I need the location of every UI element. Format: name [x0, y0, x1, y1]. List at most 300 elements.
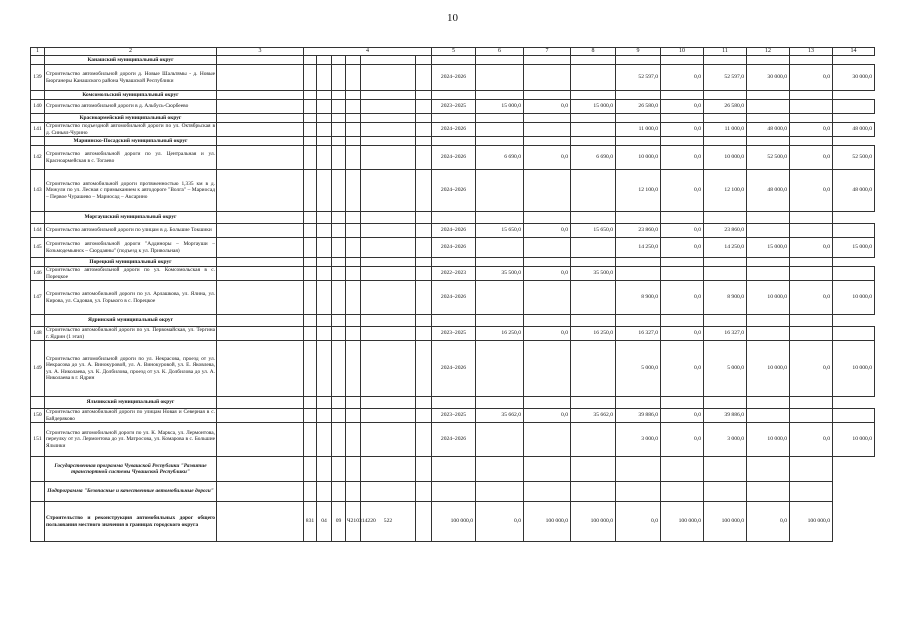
value-c12	[747, 100, 790, 114]
empty-cell	[332, 409, 346, 423]
empty-cell	[361, 137, 416, 146]
empty-cell	[346, 267, 361, 281]
value-c11: 26 580,0	[704, 100, 747, 114]
table-row	[31, 170, 875, 212]
value-c8: 15 650,0	[571, 224, 616, 238]
empty-cell	[217, 91, 304, 100]
col-header: 9	[616, 48, 661, 56]
value-c14	[833, 224, 875, 238]
empty-cell	[361, 423, 416, 457]
empty-cell	[704, 258, 747, 267]
empty-cell	[217, 423, 304, 457]
value-c11: 11 000,0	[704, 123, 747, 137]
value-c10: 0,0	[616, 502, 661, 542]
value-c9: 16 327,0	[616, 327, 661, 341]
empty-cell	[317, 457, 332, 482]
value-c11: 16 327,0	[704, 327, 747, 341]
object-description: Строительство автомобильной дороги по улицам Новая и Северная в с. Байдеряково	[46, 409, 215, 422]
value-c12: 10 000,0	[747, 423, 790, 457]
value-c7: 0,0	[524, 224, 571, 238]
empty-cell	[217, 315, 304, 327]
value-c10: 0,0	[661, 224, 704, 238]
value-c14	[833, 100, 875, 114]
row-number: 150	[31, 409, 45, 423]
value-c14: 52 500,0	[833, 146, 875, 170]
value-c13	[790, 327, 833, 341]
row-number: 146	[31, 267, 45, 281]
value-c13	[790, 100, 833, 114]
value-c11: 8 900,0	[704, 281, 747, 315]
col-header: 5	[432, 48, 476, 56]
empty-cell	[304, 91, 317, 100]
code-subsection: 09	[332, 502, 346, 542]
section-row	[31, 91, 875, 100]
empty-cell	[217, 212, 304, 224]
empty-cell	[571, 482, 616, 502]
empty-cell	[317, 482, 332, 502]
empty-cell	[747, 114, 790, 123]
row-number-cell	[31, 114, 45, 123]
empty-cell	[747, 315, 790, 327]
empty-cell	[317, 315, 332, 327]
empty-cell	[332, 327, 346, 341]
empty-cell	[416, 327, 432, 341]
empty-cell	[217, 170, 304, 212]
empty-cell	[332, 315, 346, 327]
section-row	[31, 137, 875, 146]
construction-period: 2024–2026	[432, 341, 476, 397]
empty-cell	[571, 397, 616, 409]
empty-cell	[332, 224, 346, 238]
section-row	[31, 258, 875, 267]
value-c7: 0,0	[524, 327, 571, 341]
empty-cell	[416, 170, 432, 212]
value-c13: 0,0	[790, 146, 833, 170]
empty-cell	[217, 146, 304, 170]
table-row	[31, 327, 875, 341]
value-c10: 0,0	[661, 281, 704, 315]
empty-cell	[346, 100, 361, 114]
value-c12: 10 000,0	[747, 341, 790, 397]
empty-cell	[317, 224, 332, 238]
empty-cell	[416, 341, 432, 397]
empty-cell	[416, 281, 432, 315]
empty-cell	[432, 315, 476, 327]
section-row	[31, 397, 875, 409]
empty-cell	[361, 457, 416, 482]
value-c12: 15 000,0	[747, 238, 790, 258]
section-row	[31, 56, 875, 65]
empty-cell	[304, 315, 317, 327]
row-number: 151	[31, 423, 45, 457]
empty-cell	[416, 146, 432, 170]
empty-cell	[346, 281, 361, 315]
construction-period: 2024–2026	[432, 281, 476, 315]
col-header: 14	[833, 48, 875, 56]
empty-cell	[571, 137, 616, 146]
empty-cell	[217, 482, 304, 502]
empty-cell	[476, 212, 524, 224]
empty-cell	[217, 123, 304, 137]
value-c13: 0,0	[790, 281, 833, 315]
row-number-cell	[31, 258, 45, 267]
empty-cell	[524, 114, 571, 123]
row-number-cell	[31, 502, 45, 542]
value-c14: 48 000,0	[833, 170, 875, 212]
value-c6: 15 650,0	[476, 224, 524, 238]
value-c6: 6 690,0	[476, 146, 524, 170]
section-title: Порецкий муниципальный округ	[45, 258, 217, 267]
empty-cell	[416, 114, 432, 123]
value-c14: 100 000,0	[790, 502, 833, 542]
empty-cell	[747, 482, 790, 502]
empty-cell	[317, 267, 332, 281]
empty-cell	[416, 238, 432, 258]
empty-cell	[571, 91, 616, 100]
empty-cell	[361, 315, 416, 327]
col-header: 2	[45, 48, 217, 56]
col-header: 11	[704, 48, 747, 56]
empty-cell	[416, 315, 432, 327]
row-number: 140	[31, 100, 45, 114]
empty-cell	[332, 341, 346, 397]
code-expense-type: 522	[361, 502, 416, 542]
empty-cell	[217, 341, 304, 397]
empty-cell	[304, 170, 317, 212]
empty-cell	[217, 65, 304, 91]
value-c7	[524, 65, 571, 91]
value-c7	[524, 238, 571, 258]
section-title: Яльчикский муниципальный округ	[45, 397, 217, 409]
value-c6: 35 500,0	[476, 267, 524, 281]
empty-cell	[524, 397, 571, 409]
empty-cell	[416, 409, 432, 423]
value-c10: 0,0	[661, 341, 704, 397]
empty-cell	[217, 137, 304, 146]
empty-cell	[332, 212, 346, 224]
empty-cell	[361, 114, 416, 123]
empty-cell	[332, 56, 346, 65]
table-row	[31, 267, 875, 281]
value-c9: 52 597,0	[616, 65, 661, 91]
value-c14: 10 000,0	[833, 341, 875, 397]
empty-cell	[304, 114, 317, 123]
value-c11: 52 597,0	[704, 65, 747, 91]
empty-cell	[432, 457, 476, 482]
empty-cell	[317, 65, 332, 91]
empty-cell	[346, 65, 361, 91]
value-c7	[524, 281, 571, 315]
program-title: Подпрограмма "Безопасные и качественные автомобильные дороги"	[45, 482, 217, 502]
empty-cell	[317, 212, 332, 224]
table-row	[31, 123, 875, 137]
empty-cell	[416, 224, 432, 238]
value-c6	[476, 423, 524, 457]
empty-cell	[346, 238, 361, 258]
empty-cell	[476, 397, 524, 409]
value-c7: 0,0	[524, 100, 571, 114]
value-c11	[704, 267, 747, 281]
empty-cell	[790, 397, 833, 409]
empty-cell	[304, 137, 317, 146]
empty-cell	[304, 327, 317, 341]
empty-cell	[416, 267, 432, 281]
value-c7	[524, 341, 571, 397]
empty-cell	[332, 457, 346, 482]
empty-cell	[361, 341, 416, 397]
empty-cell	[476, 258, 524, 267]
empty-cell	[476, 315, 524, 327]
empty-cell	[304, 238, 317, 258]
value-c12: 48 000,0	[747, 170, 790, 212]
empty-cell	[304, 423, 317, 457]
empty-cell	[346, 341, 361, 397]
empty-cell	[432, 258, 476, 267]
value-c9: 100 000,0	[571, 502, 616, 542]
empty-cell	[332, 170, 346, 212]
value-c7	[524, 423, 571, 457]
value-c6	[476, 341, 524, 397]
value-c13: 0,0	[747, 502, 790, 542]
empty-cell	[416, 123, 432, 137]
object-description: Строительство автомобильной дороги в д. Альбусь-Сюрбеево	[45, 100, 217, 114]
empty-cell	[747, 397, 790, 409]
empty-cell	[304, 224, 317, 238]
empty-cell	[432, 397, 476, 409]
empty-cell	[476, 457, 524, 482]
empty-cell	[571, 56, 616, 65]
empty-cell	[346, 482, 361, 502]
row-number-cell	[31, 91, 45, 100]
object-description: Строительство автомобильной дороги по ул. Комсомольская в с. Порецкое	[46, 267, 215, 280]
value-c9: 11 000,0	[616, 123, 661, 137]
table-row	[31, 281, 875, 315]
empty-cell	[332, 137, 346, 146]
program-row	[31, 457, 875, 482]
value-c11: 23 860,0	[704, 224, 747, 238]
value-c10	[661, 267, 704, 281]
construction-period: 2024–2026	[432, 170, 476, 212]
section-title: Красноармейский муниципальный округ	[45, 114, 217, 123]
empty-cell	[217, 258, 304, 267]
empty-cell	[704, 91, 747, 100]
empty-cell	[346, 397, 361, 409]
value-c10: 0,0	[661, 65, 704, 91]
value-c8: 6 690,0	[571, 146, 616, 170]
value-c11: 100 000,0	[661, 502, 704, 542]
construction-period: 2023–2025	[432, 100, 476, 114]
col-header: 13	[790, 48, 833, 56]
empty-cell	[790, 457, 833, 482]
empty-cell	[217, 267, 304, 281]
empty-cell	[524, 212, 571, 224]
object-description: Строительство и реконструкция автомобильных дорог общего пользования местного значения в границах городского округа	[45, 502, 217, 542]
value-c13: 0,0	[790, 123, 833, 137]
empty-cell	[304, 281, 317, 315]
code-ministry: 831	[304, 502, 317, 542]
empty-cell	[747, 137, 790, 146]
value-c13: 0,0	[790, 238, 833, 258]
empty-cell	[317, 114, 332, 123]
empty-cell	[361, 281, 416, 315]
empty-cell	[317, 146, 332, 170]
value-c11: 3 000,0	[704, 423, 747, 457]
value-c12: 100 000,0	[704, 502, 747, 542]
table-row	[31, 146, 875, 170]
code-section: 04	[317, 502, 332, 542]
table-row	[31, 502, 875, 542]
value-c6	[476, 65, 524, 91]
empty-cell	[217, 409, 304, 423]
value-c14: 10 000,0	[833, 423, 875, 457]
empty-cell	[571, 258, 616, 267]
empty-cell	[524, 56, 571, 65]
value-c11: 12 100,0	[704, 170, 747, 212]
value-c11: 14 250,0	[704, 238, 747, 258]
empty-cell	[704, 56, 747, 65]
value-c13: 0,0	[790, 341, 833, 397]
budget-table	[30, 47, 875, 542]
empty-cell	[346, 457, 361, 482]
empty-cell	[317, 281, 332, 315]
value-c9: 5 000,0	[616, 341, 661, 397]
value-c13: 0,0	[790, 423, 833, 457]
empty-cell	[332, 91, 346, 100]
section-title: Мариинско-Посадский муниципальный округ	[45, 137, 217, 146]
table-row	[31, 409, 875, 423]
empty-cell	[790, 56, 833, 65]
empty-cell	[304, 409, 317, 423]
empty-cell	[346, 123, 361, 137]
empty-cell	[361, 100, 416, 114]
empty-cell	[346, 423, 361, 457]
empty-cell	[416, 457, 432, 482]
row-number: 149	[31, 341, 45, 397]
row-number-cell	[31, 457, 45, 482]
col-header: 3	[217, 48, 304, 56]
value-c10: 0,0	[661, 100, 704, 114]
row-number: 145	[31, 238, 45, 258]
construction-period: 2023–2025	[432, 327, 476, 341]
table-row	[31, 238, 875, 258]
empty-cell	[332, 423, 346, 457]
empty-cell	[790, 114, 833, 123]
empty-cell	[317, 56, 332, 65]
empty-cell	[332, 238, 346, 258]
empty-cell	[317, 123, 332, 137]
empty-cell	[661, 114, 704, 123]
empty-cell	[304, 267, 317, 281]
table-row	[31, 341, 875, 397]
empty-cell	[304, 482, 317, 502]
empty-cell	[790, 315, 833, 327]
empty-cell	[416, 397, 432, 409]
empty-cell	[790, 91, 833, 100]
empty-cell	[616, 91, 661, 100]
empty-cell	[217, 457, 304, 482]
value-c14	[833, 409, 875, 423]
empty-cell	[304, 341, 317, 397]
value-c8	[571, 281, 616, 315]
empty-cell	[346, 212, 361, 224]
empty-cell	[217, 281, 304, 315]
empty-cell	[217, 327, 304, 341]
empty-cell	[217, 224, 304, 238]
empty-cell	[524, 91, 571, 100]
object-description: Строительство подъездной автомобильной дороги по ул. Октябрьская в д. Синьял-Чурино	[46, 123, 215, 136]
section-title: Комсомольский муниципальный округ	[45, 91, 217, 100]
empty-cell	[361, 267, 416, 281]
value-c9: 10 000,0	[616, 146, 661, 170]
value-c8	[571, 423, 616, 457]
empty-cell	[416, 65, 432, 91]
col-header: 4	[304, 48, 432, 56]
empty-cell	[346, 327, 361, 341]
empty-cell	[432, 56, 476, 65]
value-c7	[524, 123, 571, 137]
empty-cell	[361, 482, 416, 502]
row-number: 141	[31, 123, 45, 137]
empty-cell	[217, 502, 304, 542]
empty-cell	[616, 56, 661, 65]
empty-cell	[346, 224, 361, 238]
value-c14: 10 000,0	[833, 281, 875, 315]
construction-period: 2024–2026	[432, 224, 476, 238]
row-number-cell	[31, 137, 45, 146]
empty-cell	[217, 238, 304, 258]
object-description: Строительство автомобильной дороги по ул. К. Маркса, ул. Лермонтова, переулку от ул. Лермонтова до ул. Матросова, ул. Комарова в с. Большие Яльчики	[45, 423, 217, 457]
empty-cell	[361, 212, 416, 224]
code-target: Ч210314220	[346, 502, 361, 542]
value-c11: 5 000,0	[704, 341, 747, 397]
section-title: Канашский муниципальный округ	[45, 56, 217, 65]
empty-cell	[346, 114, 361, 123]
empty-cell	[704, 212, 747, 224]
table-row	[31, 423, 875, 457]
value-c8	[571, 170, 616, 212]
empty-cell	[332, 281, 346, 315]
value-c9: 23 860,0	[616, 224, 661, 238]
empty-cell	[361, 224, 416, 238]
empty-cell	[661, 482, 704, 502]
empty-cell	[416, 258, 432, 267]
empty-cell	[332, 267, 346, 281]
value-c14: 15 000,0	[833, 238, 875, 258]
empty-cell	[616, 258, 661, 267]
empty-cell	[571, 315, 616, 327]
empty-cell	[747, 56, 790, 65]
col-header: 1	[31, 48, 45, 56]
empty-cell	[416, 423, 432, 457]
row-number: 144	[31, 224, 45, 238]
empty-cell	[317, 137, 332, 146]
empty-cell	[661, 315, 704, 327]
empty-cell	[217, 100, 304, 114]
value-c13: 0,0	[790, 65, 833, 91]
empty-cell	[361, 327, 416, 341]
value-c9: 8 900,0	[616, 281, 661, 315]
empty-cell	[790, 212, 833, 224]
value-c7: 0,0	[524, 267, 571, 281]
object-description: Строительство автомобильной дороги по ул. Арлашкова, ул. Ялина, ул. Кирова, ул. Садовая, ул. Горького в с. Порецкое	[45, 281, 217, 315]
empty-cell	[616, 315, 661, 327]
value-c10: 0,0	[661, 238, 704, 258]
row-number: 142	[31, 146, 45, 170]
empty-cell	[747, 91, 790, 100]
value-c9: 26 580,0	[616, 100, 661, 114]
empty-cell	[317, 258, 332, 267]
empty-cell	[432, 137, 476, 146]
